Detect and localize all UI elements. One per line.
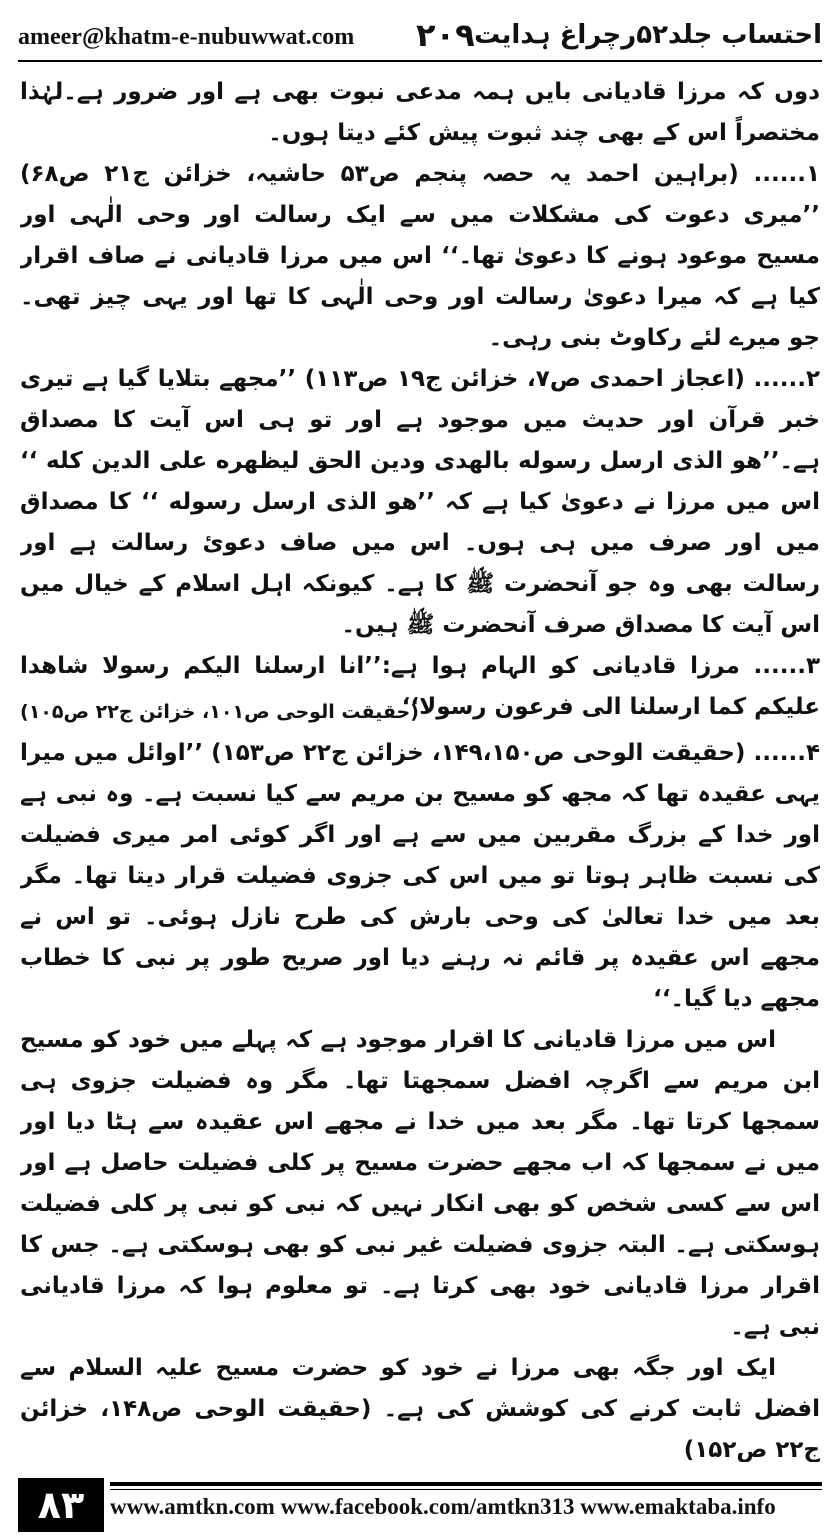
footer-divider [110, 1482, 822, 1490]
paragraph-item-3-reference: (حقیقت الوحی ص۱۰۱، خزائن ج۲۲ ص۱۰۵) [20, 701, 419, 723]
footer-page-number: ۸۳ [18, 1478, 104, 1532]
page-header [18, 14, 822, 60]
page-footer [18, 1478, 822, 1532]
paragraph-item-3: ۳...... مرزا قادیانی کو الہام ہوا ہے:’’انا ارسلنا الیکم رسولا شاھدا علیکم کما ارسلنا الی فرعون رسولا‘‘ [20, 653, 820, 720]
header-email: ameer@khatm-e-nubuwwat.com [18, 24, 355, 50]
paragraph-item-1: ۱...... (براہین احمد یہ حصہ پنجم ص۵۳ حاشیہ، خزائن ج۲۱ ص۶۸) ’’میری دعوت کی مشکلات میں سے ایک رسالت اور وحی الٰہی اور مسیح موعود ہونے کا دعویٰ تھا۔‘‘ اس میں مرزا قادیانی نے صاف اقرار کیا ہے کہ میرا دعویٰ رسالت اور وحی الٰہی کا تھا اور یہی چیز تھی۔ جو میرے لئے رکاوٹ بنی رہی۔ [20, 161, 820, 351]
page-body [20, 72, 820, 1462]
header-title: احتساب جلد۵۲رچراغ ہدایت [474, 20, 822, 50]
paragraph-commentary: اس میں مرزا قادیانی کا اقرار موجود ہے کہ پہلے میں خود کو مسیح ابن مریم سے اگرچہ افضل سمجھتا تھا۔ مگر وہ فضیلت جزوی ہی سمجھا کرتا تھا۔ مگر بعد میں خدا نے مجھے اس عقیدہ سے ہٹا دیا اور میں نے سمجھا کہ اب مجھے حضرت مسیح پر کلی فضیلت حاصل ہے اور اس سے کسی شخص کو بھی انکار نہیں کہ نبی کو نبی پر کلی فضیلت ہوسکتی ہے۔ البتہ جزوی فضیلت غیر نبی کو بھی ہوسکتی ہے۔ جس کا اقرار مرزا قادیانی خود بھی کرتا ہے۔ تو معلوم ہوا کہ مرزا قادیانی نبی ہے۔ [20, 1027, 820, 1340]
header-divider [18, 60, 822, 62]
footer-links: www.amtkn.com www.facebook.com/amtkn313 www.emaktaba.info [110, 1494, 776, 1519]
header-page-number: ۲۰۹ [416, 16, 475, 54]
paragraph-item-4: ۴...... (حقیقت الوحی ص۱۴۹،۱۵۰، خزائن ج۲۲ ص۱۵۳) ’’اوائل میں میرا یہی عقیدہ تھا کہ مجھ کو مسیح بن مریم سے کیا نسبت ہے۔ وہ نبی ہے اور خدا کے بزرگ مقربین میں سے ہے اور اگر کوئی امر میری فضیلت کی نسبت ظاہر ہوتا تو میں اس کی جزوی فضیلت قرار دیتا تھا۔ مگر بعد میں خدا تعالیٰ کی وحی بارش کی طرح نازل ہوئی۔ تو اس نے مجھے اس عقیدہ پر قائم نہ رہنے دیا اور صریح طور پر نبی کا خطاب مجھے دیا گیا۔‘‘ [20, 740, 820, 1012]
paragraph-closing: ایک اور جگہ بھی مرزا نے خود کو حضرت مسیح علیہ السلام سے افضل ثابت کرنے کی کوشش کی ہے۔ (حقیقت الوحی ص۱۴۸، خزائن ج۲۲ ص۱۵۲) [20, 1355, 820, 1462]
paragraph-item-2: ۲...... (اعجاز احمدی ص۷، خزائن ج۱۹ ص۱۱۳) ’’مجھے بتلایا گیا ہے تیری خبر قرآن اور حدیث میں موجود ہے اور تو ہی اس آیت کا مصداق ہے۔’’ھو الذی ارسل رسوله بالهدی ودین الحق لیظھره علی الدین کله ‘‘ اس میں مرزا نے دعویٰ کیا ہے کہ ’’ھو الذی ارسل رسوله ‘‘ کا مصداق میں اور صرف میں ہی ہوں۔ اس میں صاف دعوئ رسالت ہے اور رسالت بھی وہ جو آنحضرت ﷺ کا ہے۔ کیونکہ اہل اسلام کے خیال میں اس آیت کا مصداق صرف آنحضرت ﷺ ہیں۔ [20, 366, 820, 638]
paragraph-intro: دوں کہ مرزا قادیانی بایں ہمہ مدعی نبوت بھی ہے اور ضرور ہے۔لہٰذا مختصراً اس کے بھی چند ثبوت پیش کئے دیتا ہوں۔ [20, 79, 820, 146]
